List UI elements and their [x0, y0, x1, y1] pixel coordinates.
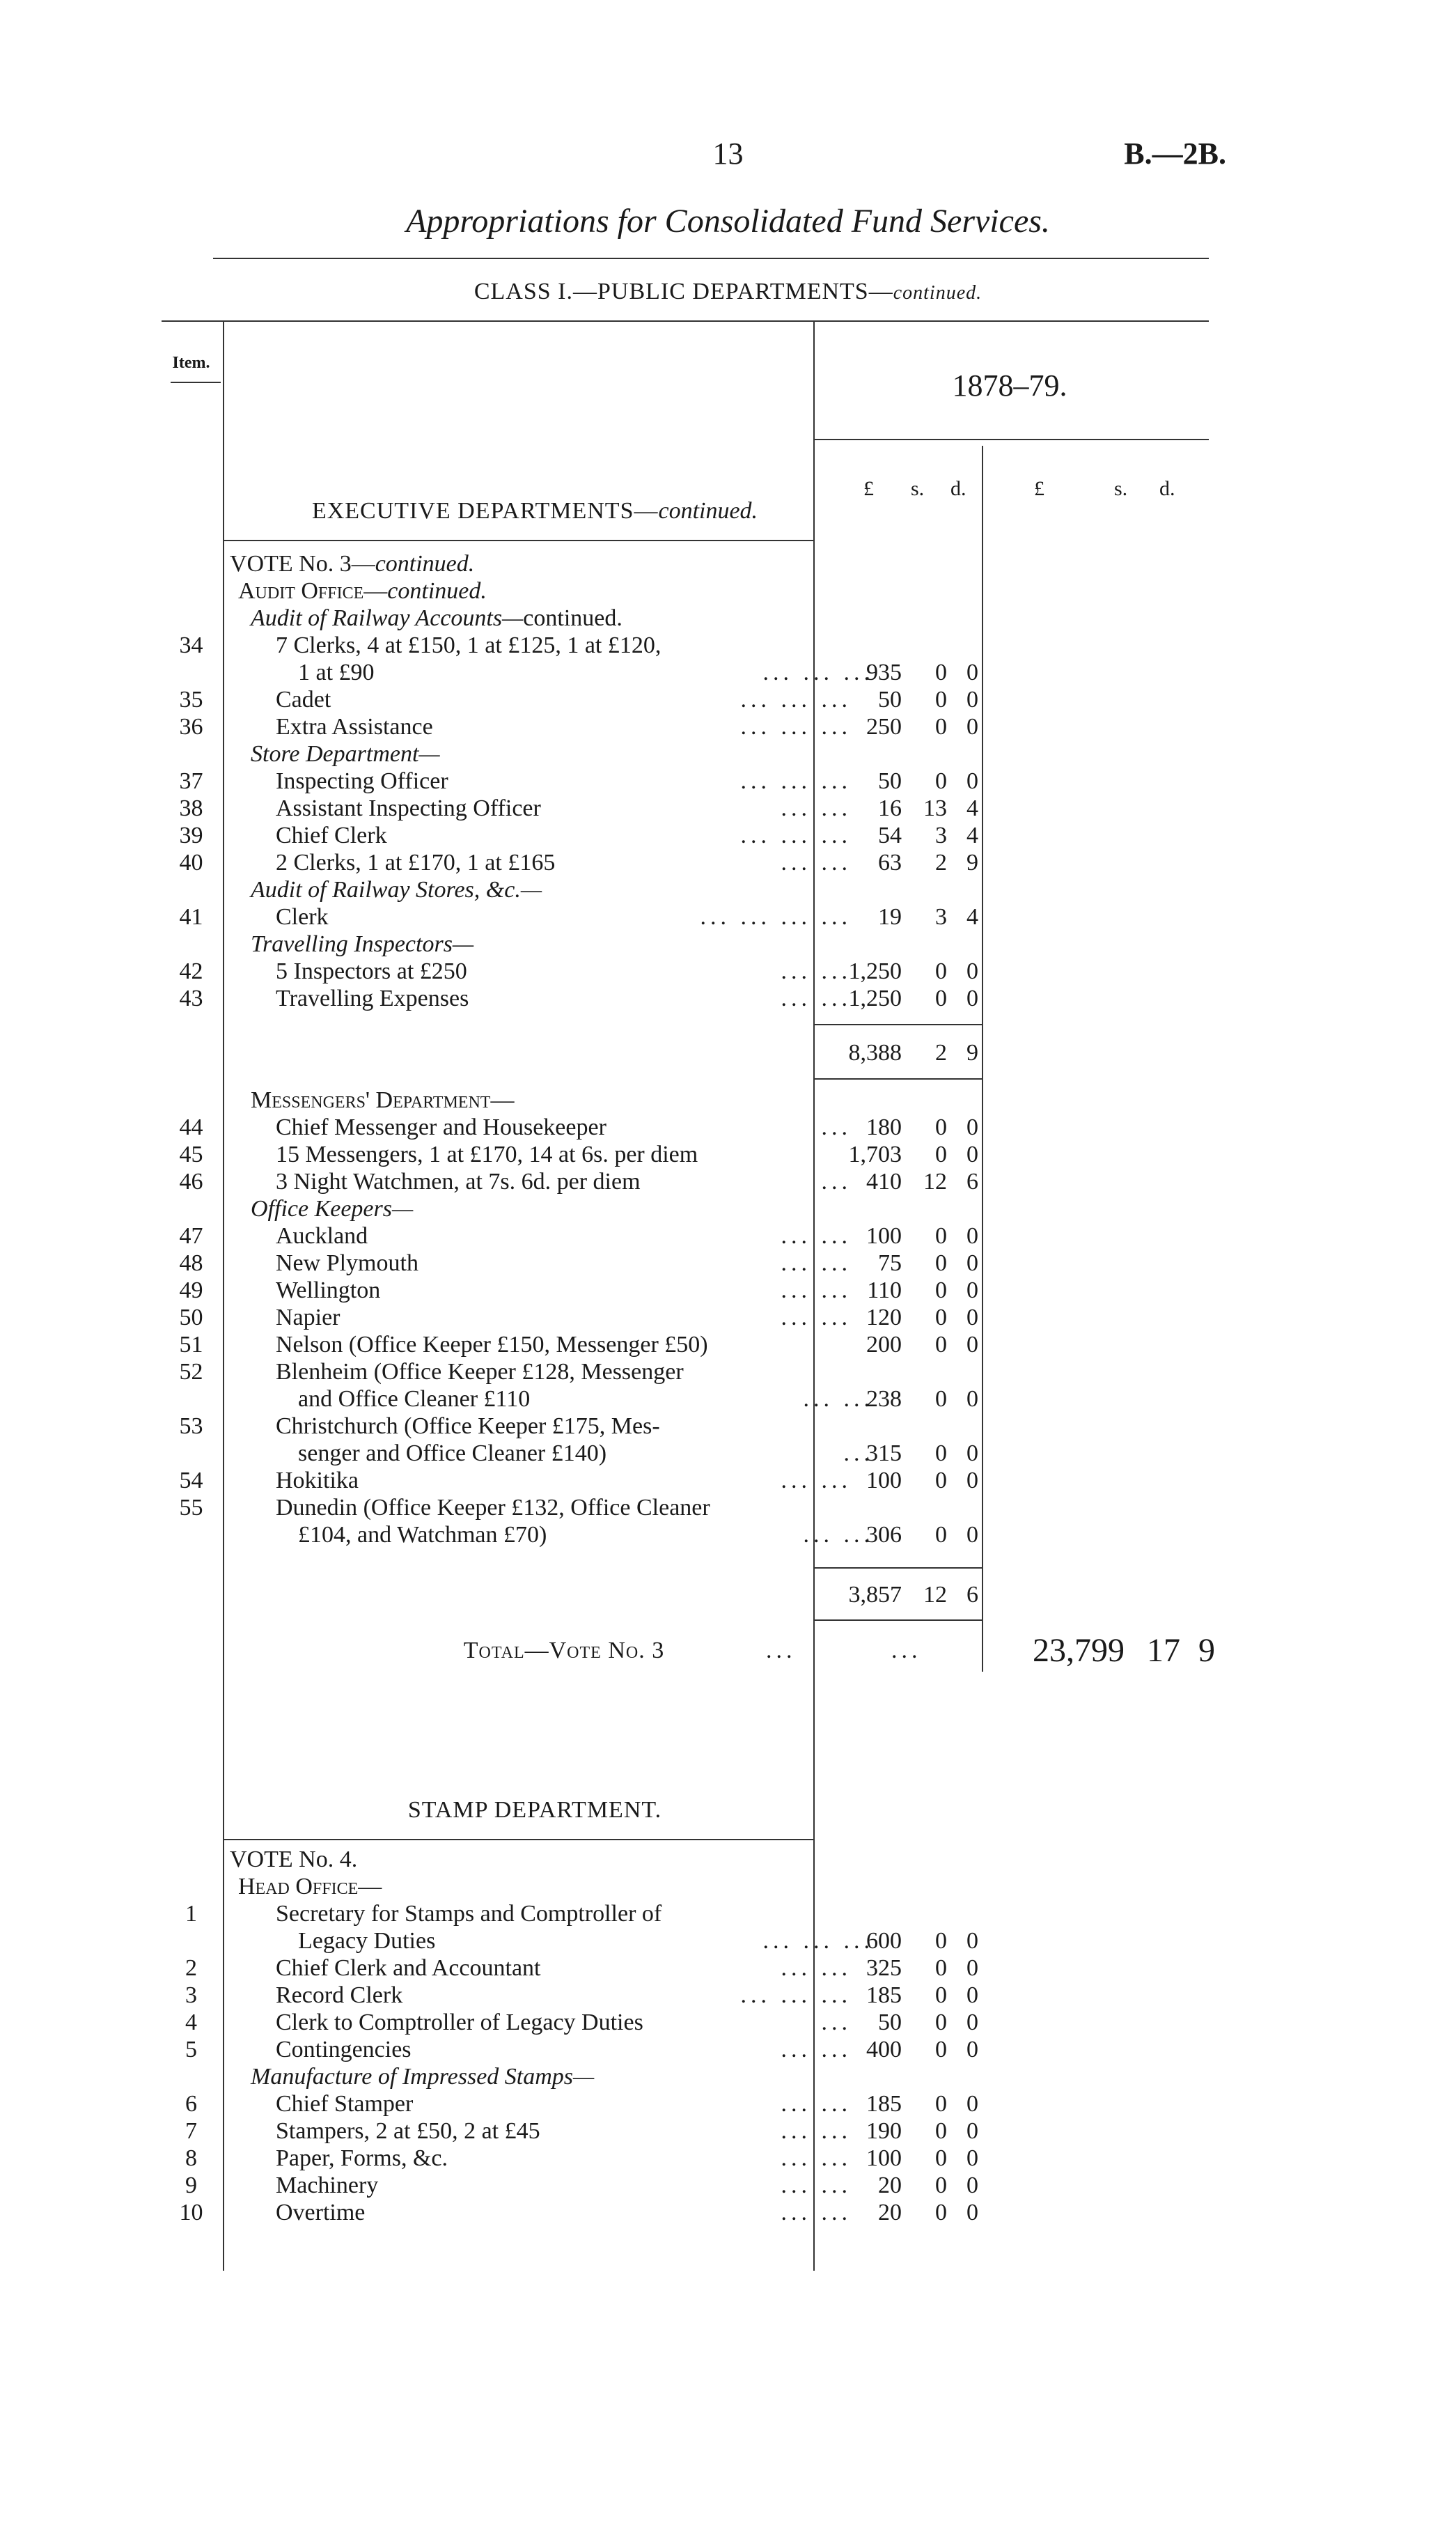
table-row: and Office Cleaner £110 ... ... 238 0 0 [298, 1386, 978, 1412]
table-row: 45 15 Messengers, 1 at £170, 14 at 6s. per diem 1,703 0 0 [179, 1142, 978, 1167]
subtotal-rule-bottom [815, 1078, 982, 1080]
table-row: 48 New Plymouth ... ... 75 0 0 [179, 1250, 978, 1276]
table-row: 54 Hokitika ... ... 100 0 0 [179, 1468, 978, 1493]
table-row: 5 Contingencies ... ... 400 0 0 [185, 2037, 978, 2062]
table-row: Audit Office—continued. [238, 578, 487, 604]
table-row: 50 Napier ... ... 120 0 0 [179, 1305, 978, 1330]
table-row: £104, and Watchman £70) ... ... 306 0 0 [298, 1522, 978, 1548]
table-row: 51 Nelson (Office Keeper £150, Messenger £50) 200 0 0 [179, 1332, 978, 1358]
subtotal-rule-top [815, 1567, 982, 1569]
table-row: 52 Blenheim (Office Keeper £128, Messenger [179, 1359, 684, 1385]
table-row: 42 5 Inspectors at £250 ... ... 1,250 0 0 [179, 958, 978, 984]
table-row: 8 Paper, Forms, &c. ... ... 100 0 0 [185, 2145, 978, 2171]
document-title: Appropriations for Consolidated Fund Services. [406, 203, 1050, 240]
shilling-header-2: s. [1114, 477, 1128, 500]
table-row: Manufacture of Impressed Stamps— [251, 2064, 595, 2090]
item-header-rule [171, 382, 221, 383]
page-number: 13 [712, 137, 744, 171]
pence-header-2: d. [1159, 477, 1175, 500]
table-row: VOTE No. 4. [230, 1847, 358, 1872]
class-heading: CLASS I.—PUBLIC DEPARTMENTS—continued. [473, 279, 983, 304]
pence-header-1: d. [950, 477, 966, 500]
title-rule [213, 258, 1209, 259]
executive-section-rule [223, 540, 815, 541]
table-row: 34 7 Clerks, 4 at £150, 1 at £125, 1 at £120, [179, 632, 662, 658]
table-row: Audit of Railway Stores, &c.— [251, 877, 542, 903]
year-header-rule [815, 439, 1209, 440]
table-row: 6 Chief Stamper ... ... 185 0 0 [185, 2091, 978, 2117]
table-row: 43 Travelling Expenses ... ... 1,250 0 0 [179, 986, 978, 1011]
table-row: Office Keepers— [251, 1196, 414, 1222]
table-row: 53 Christchurch (Office Keeper £175, Mes- [179, 1413, 660, 1439]
pound-header-1: £ [863, 477, 874, 500]
stamp-section-rule [223, 1839, 815, 1840]
table-row: Legacy Duties ... ... ... 600 0 0 [298, 1928, 978, 1954]
table-row: 47 Auckland ... ... 100 0 0 [179, 1223, 978, 1249]
subtotal-rule-top [815, 1024, 982, 1025]
subtotal-rule-bottom [815, 1619, 982, 1621]
table-row: VOTE No. 3—continued. [230, 551, 475, 577]
pound-header-2: £ [1034, 477, 1044, 500]
table-row: Messengers' Department— [251, 1087, 515, 1113]
subtotal-row: 3,857 12 6 [848, 1582, 978, 1608]
table-row: Head Office— [238, 1874, 382, 1899]
table-row: 3 Record Clerk ... ... ... 185 0 0 [185, 1982, 978, 2008]
table-row: 38 Assistant Inspecting Officer ... ... 16 13 4 [179, 795, 978, 821]
table-row: Audit of Railway Accounts—continued. [251, 605, 623, 631]
table-row: Travelling Inspectors— [251, 931, 474, 957]
table-row: 7 Stampers, 2 at £50, 2 at £45 ... ... 190 0 0 [185, 2118, 978, 2144]
table-row: 9 Machinery ... ... 20 0 0 [185, 2172, 978, 2198]
subtotal-row: 8,388 2 9 [848, 1040, 978, 1066]
table-row: 40 2 Clerks, 1 at £170, 1 at £165 ... ... 63 2 9 [179, 850, 978, 876]
table-row: 44 Chief Messenger and Housekeeper ... 180 0 0 [179, 1114, 978, 1140]
executive-section-title: EXECUTIVE DEPARTMENTS—continued. [311, 498, 758, 524]
table-top-rule [162, 320, 1209, 322]
table-row: 1 Secretary for Stamps and Comptroller of [185, 1901, 662, 1927]
year-column-header: 1878–79. [952, 368, 1067, 403]
table-row: 37 Inspecting Officer ... ... ... 50 0 0 [179, 768, 978, 794]
table-row: 46 3 Night Watchmen, at 7s. 6d. per diem ... 410 12 6 [179, 1169, 978, 1195]
table-row: Store Department— [251, 741, 440, 767]
table-row: 55 Dunedin (Office Keeper £132, Office Cleaner [179, 1495, 710, 1521]
total-vote-row: Total—Vote No. 3 ... ... 23,799 17 9 [463, 1632, 1215, 1669]
table-row: 36 Extra Assistance ... ... ... 250 0 0 [179, 714, 978, 740]
table-row: 41 Clerk ... ... ... ... 19 3 4 [179, 904, 978, 930]
page-reference: B.—2B. [1124, 137, 1226, 171]
table-row: 10 Overtime ... ... 20 0 0 [179, 2200, 978, 2225]
table-row: 39 Chief Clerk ... ... ... 54 3 4 [179, 823, 978, 848]
shilling-header-1: s. [911, 477, 925, 500]
table-row: 35 Cadet ... ... ... 50 0 0 [179, 687, 978, 713]
table-row: 2 Chief Clerk and Accountant ... ... 325 0 0 [185, 1955, 978, 1981]
stamp-section-title: STAMP DEPARTMENT. [407, 1797, 662, 1823]
table-row: senger and Office Cleaner £140) ... 315 0 0 [298, 1440, 978, 1466]
table-row: 1 at £90 ... ... ... 935 0 0 [298, 660, 978, 685]
table-row: 4 Clerk to Comptroller of Legacy Duties ... 50 0 0 [185, 2010, 978, 2035]
item-column-header: Item. [172, 354, 210, 372]
table-row: 49 Wellington ... ... 110 0 0 [179, 1277, 978, 1303]
